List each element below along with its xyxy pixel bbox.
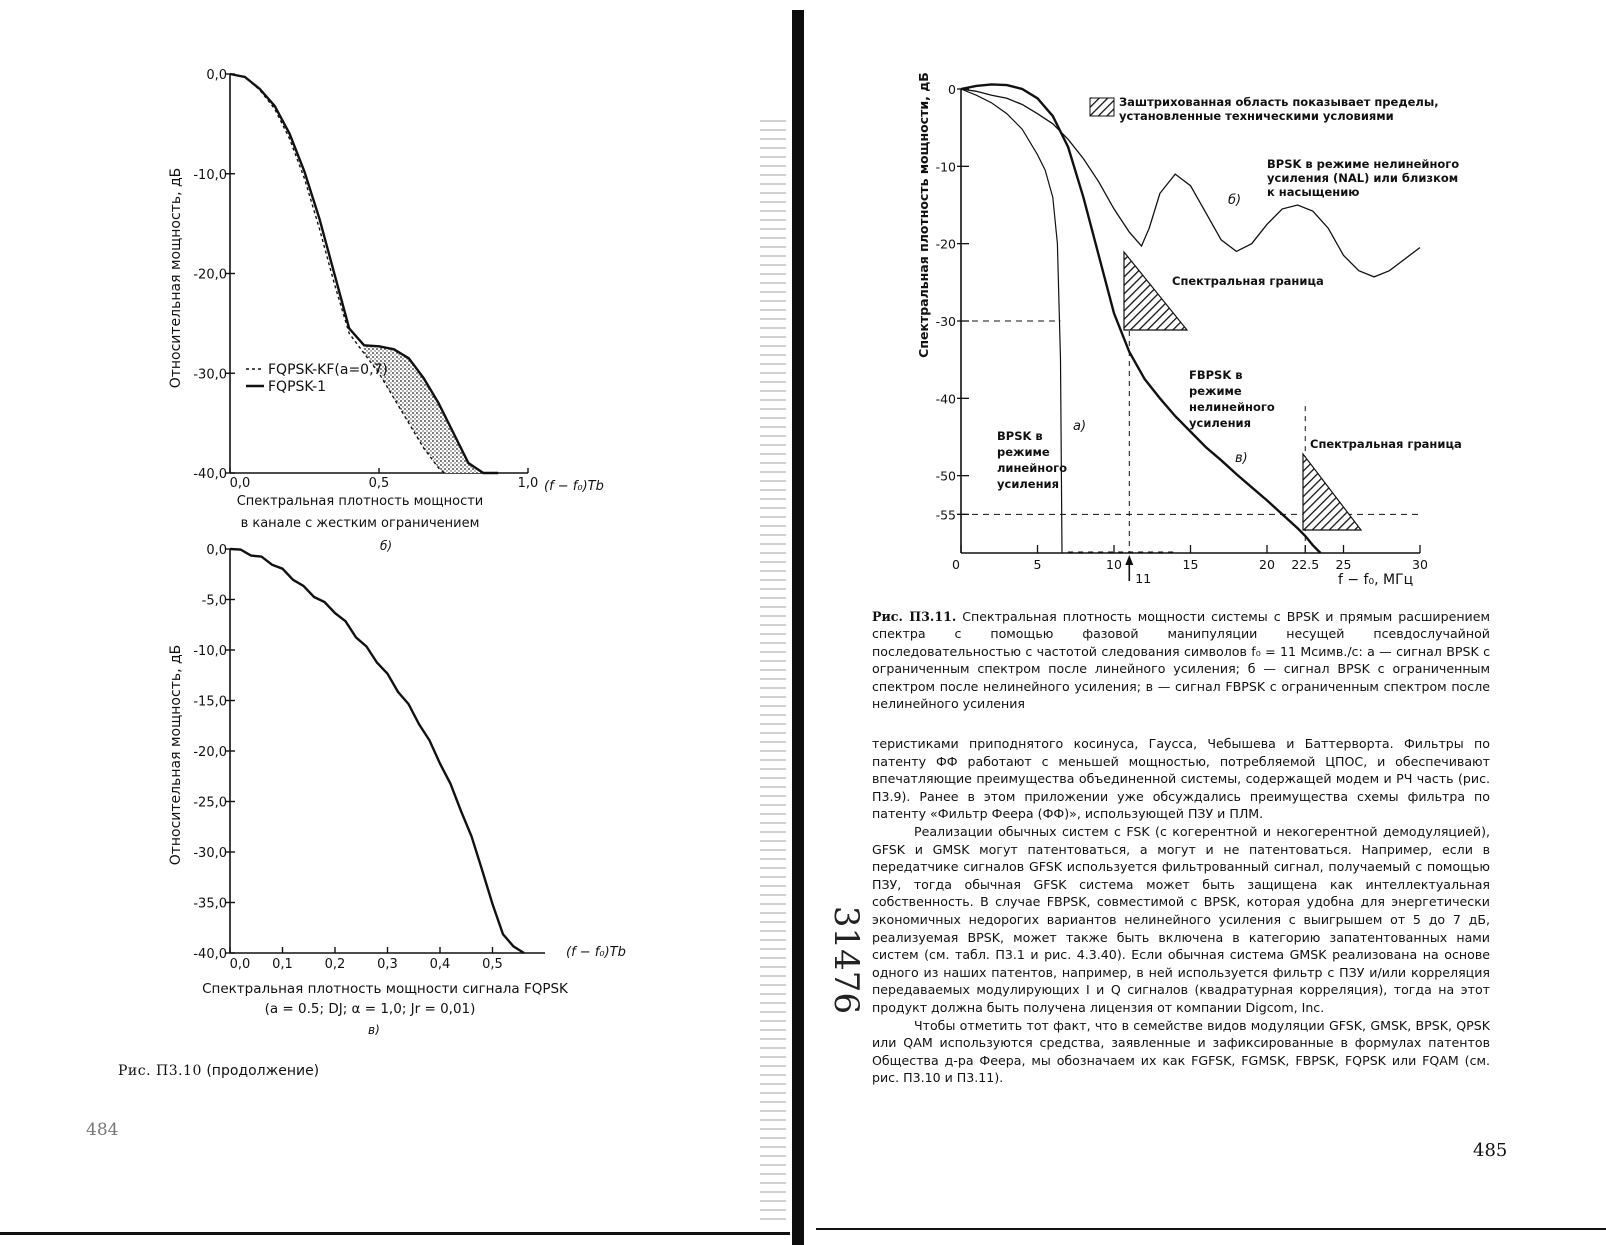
x-tick-label: 30 xyxy=(1412,557,1428,572)
figure-caption-label: Рис. П3.11. xyxy=(872,609,957,624)
panel-label: в) xyxy=(368,1023,380,1035)
y-tick-label: -10 xyxy=(935,159,956,175)
y-tick-label: -55 xyxy=(935,507,956,523)
y-axis-label: Относительная мощность, дБ xyxy=(168,644,184,866)
x-axis-label: (f − f₀)Tb xyxy=(566,945,626,960)
marker-label: 11 xyxy=(1135,571,1152,586)
x-tick-label: 1,0 xyxy=(517,476,539,491)
y-tick-label: -25,0 xyxy=(193,795,227,811)
x-tick-label: 0 xyxy=(952,557,960,572)
y-tick-label: -40 xyxy=(935,391,956,407)
annotation-spectral-border-1: Спектральная граница xyxy=(1172,274,1324,288)
series-line-fqpsk-1 xyxy=(230,74,498,473)
y-tick-label: 0,0 xyxy=(206,543,227,558)
y-tick-label: -15,0 xyxy=(193,694,227,710)
legend xyxy=(246,362,388,395)
handwritten-note: 31476 xyxy=(826,905,867,1015)
y-axis-label: Относительная мощность, дБ xyxy=(168,167,184,389)
figure-caption-label: Рис. П3.10 xyxy=(118,1063,202,1079)
y-tick-label: 0,0 xyxy=(206,68,227,83)
x-axis-label: f − f₀, МГц xyxy=(1338,572,1414,588)
legend-swatch xyxy=(1090,98,1114,116)
y-tick-label: -20,0 xyxy=(193,745,227,760)
bottom-rule-left xyxy=(0,1232,790,1235)
x-tick-label: 0,0 xyxy=(229,476,251,491)
annotation-fbpsk: FBPSK в режиме нелинейного усиления xyxy=(1189,368,1275,430)
x-tick-label: 22.5 xyxy=(1291,557,1320,572)
y-tick-label: -20 xyxy=(935,236,956,252)
spectral-mask-upper xyxy=(1124,252,1187,330)
body-text xyxy=(872,735,1490,1087)
figure-caption-text: Спектральная плотность мощности системы с BPSK и прямым расширением спектра с помощью фазовой манипуляции несущей псевдослучайной последовательностью с частотой следования символов f₀ = 11 Мсимв./с: а — сигнал BPSK с ограниченным спектром после линейного усиления; б — сигнал BPSK с ограниченным спектром после нелинейного усиления; в — сигнал FBPSK с ограниченным спектром после нелинейного усиления xyxy=(872,609,1490,712)
y-tick-label: -35,0 xyxy=(193,896,227,912)
label-a: а) xyxy=(1073,419,1087,434)
paragraph-3: Чтобы отметить тот факт, что в семействе видов модуляции GFSK, GMSK, BPSK, QPSK или QAM используются средства, заявленные и зафиксированные в формулах патентов Общества д-ра Феера, мы обозначаем их как FGFSK, FGMSK, FBPSK, FQPSK или FQAM (см. рис. П3.10 и П3.11). xyxy=(872,1017,1490,1086)
y-tick-label: -40,0 xyxy=(193,467,227,482)
label-b: б) xyxy=(1228,193,1242,208)
page-number-right: 485 xyxy=(1473,1140,1508,1161)
page-number-left: 484 xyxy=(86,1120,119,1140)
paragraph-1: теристиками приподнятого косинуса, Гаусса, Чебышева и Баттерворта. Фильтры по патенту ФФ работают с меньшей мощностью, потребляемой ЦПОС, и обеспечивают впечатляющие преимущества объединенной системы, содержащей модем и РЧ часть (рис. П3.9). Ранее в этом приложении уже обсуждались преимущества схемы фильтра по патенту «Фильтр Феера (ФФ)», использующей ПЗУ и ПЛМ. xyxy=(872,736,1490,822)
y-tick-label: -30,0 xyxy=(193,846,227,861)
figure-caption-rest: (продолжение) xyxy=(206,1063,320,1079)
y-tick-label: -50 xyxy=(935,468,956,484)
chart-left-top xyxy=(0,0,780,560)
x-tick-label: 25 xyxy=(1335,557,1352,572)
y-tick-label: 0 xyxy=(948,82,956,97)
y-tick-label: -10,0 xyxy=(193,644,227,659)
series-line-fqpsk xyxy=(230,549,524,953)
y-axis-label: Спектральная плотность мощности, дБ xyxy=(916,72,931,358)
annotation-bpsk-linear: BPSK в режиме линейного усиления xyxy=(997,429,1068,491)
x-axis-label: (f − f₀)Tb xyxy=(544,479,604,494)
x-tick-label: 0,2 xyxy=(324,957,346,972)
figure-caption xyxy=(118,1063,319,1079)
chart-right xyxy=(820,60,1600,600)
bottom-rule-right xyxy=(816,1228,1606,1230)
x-tick-label: 0,1 xyxy=(272,957,293,972)
chart-caption-line2: в канале с жестким ограничением xyxy=(240,516,480,531)
chart-left-bottom xyxy=(0,535,780,1035)
x-tick-label: 15 xyxy=(1182,557,1199,572)
x-tick-label: 5 xyxy=(1033,557,1042,572)
chart-caption-line1: Спектральная плотность мощности сигнала FQPSK xyxy=(202,981,568,997)
annotation-bpsk-nal: BPSK в режиме нелинейного усиления (NAL) или близком к насыщению xyxy=(1267,157,1460,199)
legend-label-fqpsk-kf: FQPSK-KF(a=0,7) xyxy=(268,362,388,378)
x-tick-label: 0,4 xyxy=(429,957,451,972)
book-gutter xyxy=(778,0,816,1245)
figure-caption xyxy=(872,608,1490,712)
y-tick-label: -10,0 xyxy=(193,167,227,183)
x-tick-label: 0,0 xyxy=(229,957,251,972)
annotation-spectral-border-2: Спектральная граница xyxy=(1310,437,1462,451)
legend-text: Заштрихованная область показывает пределы, установленные техническими условиями xyxy=(1119,95,1439,123)
y-tick-label: -20,0 xyxy=(193,267,227,283)
y-tick-label: -30,0 xyxy=(193,367,227,383)
chart-params: (a = 0.5; DJ; α = 1,0; Jr = 0,01) xyxy=(264,1001,476,1017)
chart-caption-line1: Спектральная плотность мощности xyxy=(236,494,484,509)
spectral-mask-lower xyxy=(1303,454,1361,530)
panel-label: б) xyxy=(380,539,393,553)
x-tick-label: 10 xyxy=(1106,557,1122,572)
y-tick-label: -40,0 xyxy=(193,947,227,962)
paragraph-2: Реализации обычных систем с FSK (с когерентной и некогерентной демодуляцией), GFSK и GMSK могут патентоваться, а могут и не патентоваться. Например, если в передатчике сигналов GFSK используется фильтрованный сигнал, получаемый с помощью ПЗУ, тогда обычная GFSK система может быть защищена как интеллектуальная собственность. В случае FBPSK, совместимой с BPSK, которая удобна для энергетически экономичных недорогих вариантов нелинейного усиления с выигрышем от 5 до 7 дБ, реализуемая BPSK, может также быть включена в категорию запатентованных нами систем (см. табл. П3.1 и рис. 4.3.40). Если обычная система GMSK реализована на основе одного из наших патентов, например, в ней используется фильтр с ПЗУ и/или корреляция передаваемых модулирующих I и Q сигналов (квадратурная корреляция), тогда на этот продукт должна быть получена лицензия от компании Digcom, Inc. xyxy=(872,823,1490,1015)
x-tick-label: 0,5 xyxy=(482,957,503,972)
legend-label-fqpsk-1: FQPSK-1 xyxy=(268,379,327,395)
x-tick-label: 0,3 xyxy=(377,957,398,972)
label-c: в) xyxy=(1235,451,1248,466)
x-tick-label: 20 xyxy=(1259,557,1275,572)
y-tick-label: -5,0 xyxy=(201,593,227,609)
y-tick-label: -30 xyxy=(935,314,956,329)
x-tick-label: 0,5 xyxy=(368,476,390,491)
